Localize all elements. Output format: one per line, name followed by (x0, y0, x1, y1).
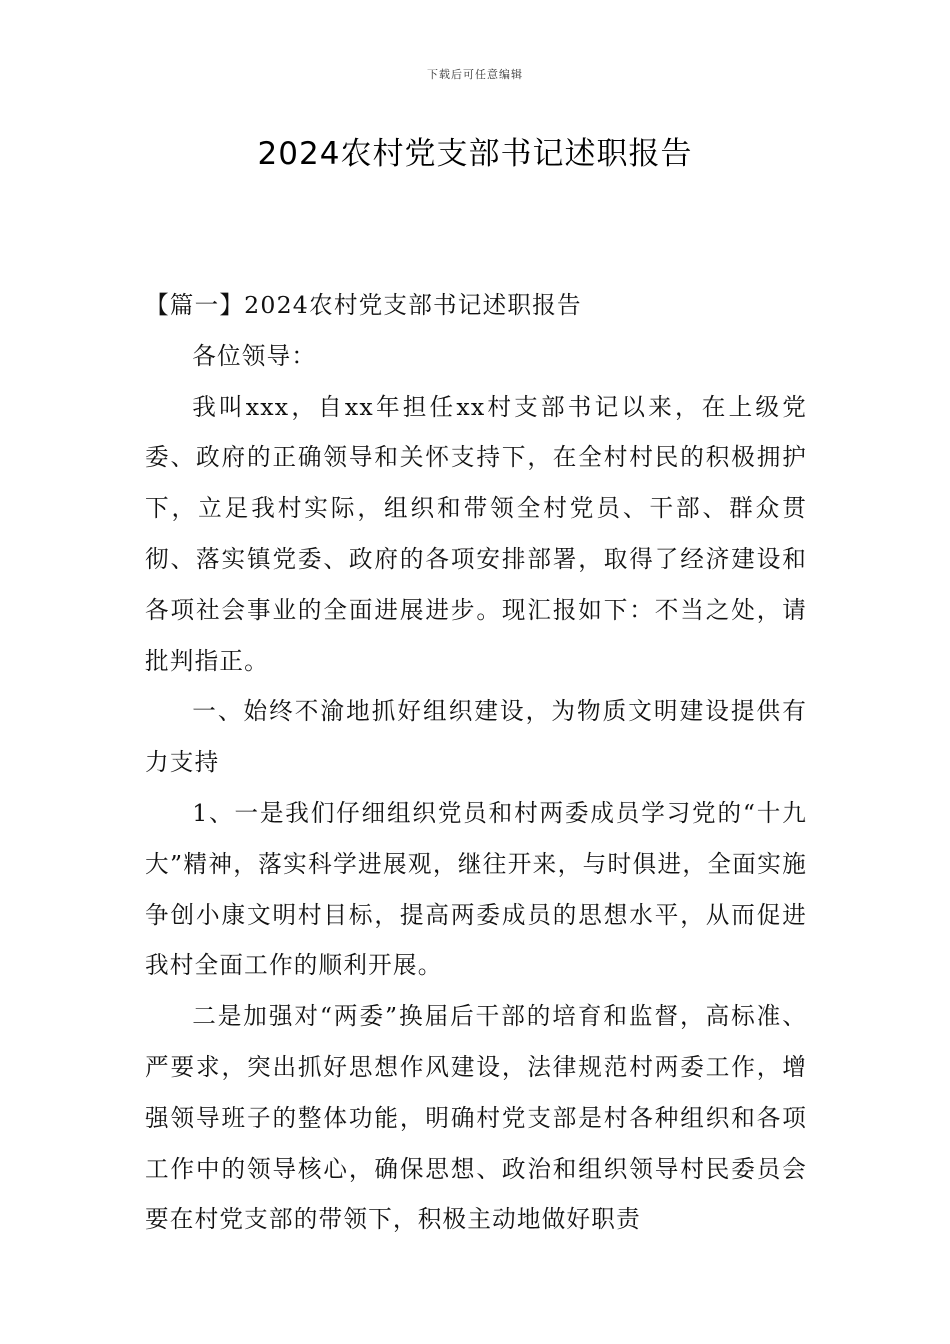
document-title: 2024农村党支部书记述职报告 (257, 136, 693, 172)
heading-one: 一、始终不渝地抓好组织建设，为物质文明建设提供有力支持 (145, 697, 807, 777)
item-one-paragraph: 1、一是我们仔细组织党员和村两委成员学习党的“十九大”精神，落实科学进展观，继往开来，与时俱进，全面实施争创小康文明村目标，提高两委成员的思想水平，从而促进我村全面工作的顺利开展。 (145, 798, 807, 980)
document-body (145, 280, 807, 1245)
salutation: 各位领导： (192, 341, 317, 370)
intro-paragraph: 我叫xxx，自xx年担任xx村支部书记以来，在上级党委、政府的正确领导和关怀支持下，在全村村民的积极拥护下，立足我村实际，组织和带领全村党员、干部、群众贯彻、落实镇党委、政府的各项安排部署，取得了经济建设和各项社会事业的全面进展进步。现汇报如下：不当之处，请批判指正。 (145, 392, 807, 675)
header-note: 下载后可任意编辑 (427, 68, 523, 81)
section-heading: 【篇一】2024农村党支部书记述职报告 (145, 291, 582, 319)
item-two-paragraph: 二是加强对“两委”换届后干部的培育和监督，高标准、严要求，突出抓好思想作风建设，法律规范村两委工作，增强领导班子的整体功能，明确村党支部是村各种组织和各项工作中的领导核心，确保思想、政治和组织领导村民委员会要在村党支部的带领下，积极主动地做好职责 (145, 1002, 807, 1234)
